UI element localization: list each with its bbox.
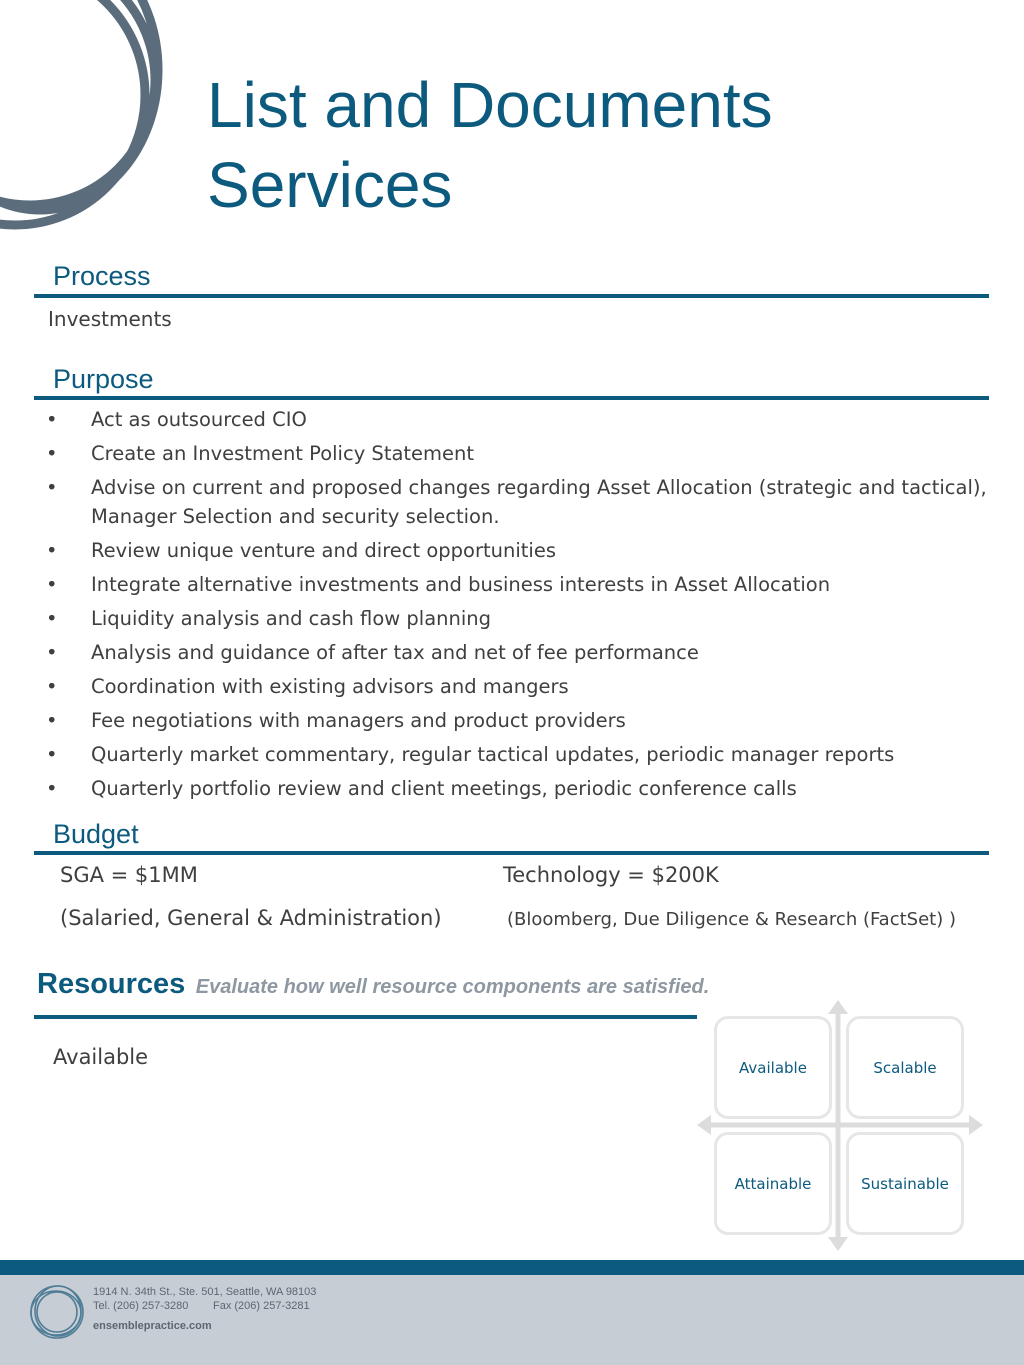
budget-heading: Budget <box>53 819 139 849</box>
purpose-heading: Purpose <box>53 364 154 394</box>
resources-value: Available <box>53 1045 149 1069</box>
list-item: • Fee negotiations with managers and product providers <box>40 707 990 736</box>
list-item: • Advise on current and proposed changes regarding Asset Allocation (strategic and tactical), Manager Selection and security selection. <box>40 474 990 531</box>
page-title <box>207 65 773 225</box>
logo-rings-graphic <box>0 0 190 250</box>
purpose-divider <box>34 396 989 400</box>
footer <box>0 1260 1024 1365</box>
process-heading: Process <box>53 261 151 291</box>
process-divider <box>34 294 989 298</box>
page-title-line-2: Services <box>207 149 453 221</box>
footer-phone: Tel. (206) 257-3280 <box>93 1300 189 1312</box>
resources-subtitle: Evaluate how well resource components are satisfied. <box>195 976 710 998</box>
list-item: • Integrate alternative investments and business interests in Asset Allocation <box>40 571 990 600</box>
footer-fax: Fax (206) 257-3281 <box>213 1300 310 1312</box>
budget-sga-note: (Salaried, General & Administration) <box>60 906 442 930</box>
footer-address: 1914 N. 34th St., Ste. 501, Seattle, WA 98103 <box>93 1286 317 1298</box>
footer-logo-icon <box>28 1283 86 1341</box>
page-title-line-1: List and Documents <box>207 69 773 141</box>
resources-heading: Resources <box>37 968 186 1000</box>
quadrant-available: Available <box>714 1016 832 1119</box>
resources-header <box>37 968 709 1001</box>
list-item: • Quarterly market commentary, regular tactical updates, periodic manager reports <box>40 741 990 770</box>
budget-technology: Technology = $200K <box>503 863 719 887</box>
list-item: • Analysis and guidance of after tax and net of fee performance <box>40 639 990 668</box>
process-value: Investments <box>48 307 172 331</box>
resources-divider <box>34 1015 697 1019</box>
budget-sga: SGA = $1MM <box>60 863 198 887</box>
quadrant-attainable: Attainable <box>714 1132 832 1235</box>
list-item: • Create an Investment Policy Statement <box>40 440 990 469</box>
list-item: • Quarterly portfolio review and client meetings, periodic conference calls <box>40 775 990 804</box>
list-item: • Coordination with existing advisors and mangers <box>40 673 990 702</box>
purpose-list <box>40 406 990 809</box>
footer-website-link[interactable]: ensemblepractice.com <box>93 1320 212 1332</box>
list-item: • Act as outsourced CIO <box>40 406 990 435</box>
budget-technology-note: (Bloomberg, Due Diligence & Research (FactSet) ) <box>507 909 956 930</box>
list-item: • Liquidity analysis and cash flow planning <box>40 605 990 634</box>
budget-divider <box>34 851 989 855</box>
quadrant-scalable: Scalable <box>846 1016 964 1119</box>
quadrant-sustainable: Sustainable <box>846 1132 964 1235</box>
list-item: • Review unique venture and direct opportunities <box>40 537 990 566</box>
